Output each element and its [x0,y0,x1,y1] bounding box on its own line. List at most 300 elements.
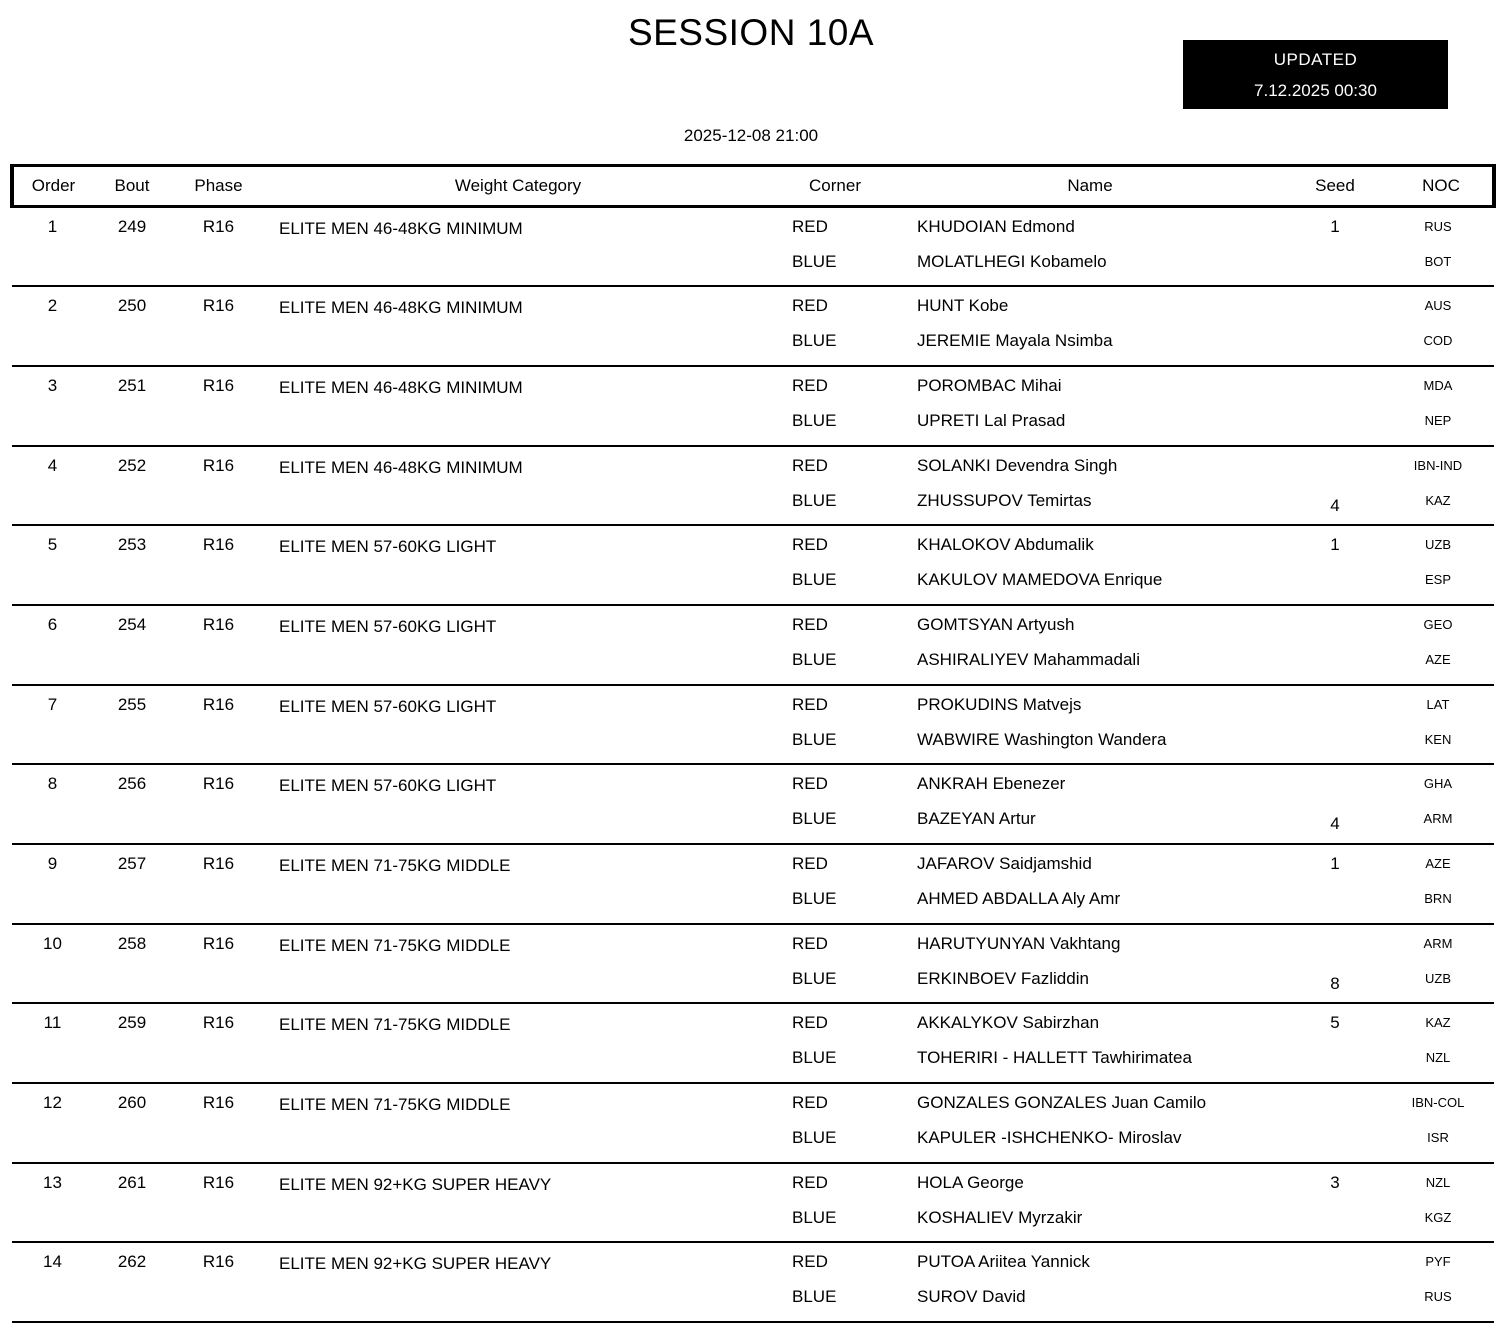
order-cell [12,525,93,605]
seed-cell [1280,366,1390,446]
corner-red-label: RED [792,694,828,714]
order-value: 11 [43,1013,62,1033]
bout-cell [93,924,171,1004]
name-cell [900,605,1280,685]
noc-cell [1390,924,1494,1004]
schedule-body [12,207,1494,1323]
bout-row [12,924,1494,1004]
weight-category-value: ELITE MEN 71-75KG MIDDLE [279,935,511,955]
phase-cell [171,1163,266,1243]
order-value: 10 [43,933,62,953]
bout-cell [93,1083,171,1163]
blue-noc: UZB [1425,970,1451,986]
corner-cell [770,1003,900,1083]
bout-row [12,525,1494,605]
bout-number: 261 [117,1172,147,1192]
phase-cell [171,764,266,844]
weight-category-cell [266,685,770,765]
session-datetime: 2025-12-08 21:00 [683,126,819,145]
red-boxer-name: ANKRAH Ebenezer [917,774,1066,794]
corner-red-label: RED [792,1093,828,1113]
blue-seed [1280,252,1390,272]
blue-seed [1280,889,1390,909]
red-boxer-name: KHALOKOV Abdumalik [917,535,1094,555]
bout-cell [93,207,171,287]
seed-cell [1280,446,1390,526]
order-value: 6 [47,614,58,634]
noc-cell [1390,207,1494,287]
corner-blue-label: BLUE [792,490,837,510]
blue-seed [1280,1048,1390,1068]
phase-value: R16 [202,217,235,236]
blue-boxer-name: ASHIRALIYEV Mahammadali [917,649,1140,669]
order-cell [12,366,93,446]
blue-seed [1280,1287,1390,1307]
corner-blue-label: BLUE [792,889,837,908]
order-value: 4 [47,455,58,475]
phase-value: R16 [202,375,235,395]
noc-cell [1390,605,1494,685]
red-noc: GEO [1423,616,1453,632]
phase-cell [171,207,266,287]
column-header-corner: Corner [770,166,900,207]
column-header-phase: Phase [171,166,266,207]
bout-cell [93,685,171,765]
blue-noc: RUS [1424,1289,1452,1305]
red-seed: 3 [1330,1172,1340,1192]
blue-boxer-name: KAKULOV MAMEDOVA Enrique [917,570,1163,590]
blue-noc: KEN [1424,731,1452,747]
bout-number: 258 [117,933,147,953]
corner-blue-label: BLUE [792,1207,837,1227]
red-noc: LAT [1426,696,1450,712]
bout-row [12,286,1494,366]
updated-label: UPDATED [1273,50,1358,69]
column-header-bout: Bout [93,166,171,207]
phase-value: R16 [202,1093,235,1113]
blue-noc: AZE [1425,651,1451,667]
phase-cell [171,1242,266,1322]
corner-red-label: RED [792,933,828,953]
phase-cell [171,844,266,924]
corner-blue-label: BLUE [792,331,837,351]
red-boxer-name: KHUDOIAN Edmond [917,217,1075,236]
name-cell [900,1083,1280,1163]
red-noc: RUS [1424,219,1452,234]
noc-cell [1390,366,1494,446]
bout-cell [93,1242,171,1322]
bout-number: 249 [117,217,147,236]
red-boxer-name: POROMBAC Mihai [917,375,1062,395]
red-noc: PYF [1425,1254,1451,1270]
red-boxer-name: GONZALES GONZALES Juan Camilo [917,1093,1207,1113]
bout-number: 250 [117,296,147,316]
blue-boxer-name: TOHERIRI - HALLETT Tawhirimatea [917,1048,1192,1068]
red-seed: 5 [1330,1013,1340,1033]
name-cell [900,366,1280,446]
weight-category-cell [266,844,770,924]
weight-category-cell [266,366,770,446]
weight-category-cell [266,605,770,685]
bout-cell [93,844,171,924]
red-boxer-name: JAFAROV Saidjamshid [917,854,1092,873]
weight-category-value: ELITE MEN 46-48KG MINIMUM [279,219,523,238]
order-value: 1 [47,217,58,236]
blue-seed [1280,1208,1390,1228]
corner-red-label: RED [792,1172,828,1192]
noc-cell [1390,1163,1494,1243]
bout-cell [93,1163,171,1243]
weight-category-value: ELITE MEN 46-48KG MINIMUM [279,457,523,477]
weight-category-value: ELITE MEN 92+KG SUPER HEAVY [279,1254,552,1274]
phase-value: R16 [202,296,235,316]
noc-cell [1390,286,1494,366]
updated-badge [1183,40,1448,109]
noc-cell [1390,1083,1494,1163]
red-boxer-name: AKKALYKOV Sabirzhan [917,1013,1100,1033]
red-noc: IBN-IND [1413,457,1463,473]
order-value: 13 [43,1172,62,1192]
order-cell [12,685,93,765]
name-cell [900,1163,1280,1243]
blue-noc: NZL [1425,1050,1451,1066]
weight-category-value: ELITE MEN 46-48KG MINIMUM [279,298,523,318]
red-boxer-name: PROKUDINS Matvejs [917,694,1082,714]
corner-cell [770,1083,900,1163]
red-boxer-name: GOMTSYAN Artyush [917,614,1075,634]
bout-row [12,207,1494,287]
bout-number: 255 [117,694,147,714]
seed-cell [1280,1163,1390,1243]
updated-timestamp: 7.12.2025 00:30 [1254,81,1377,100]
blue-boxer-name: JEREMIE Mayala Nsimba [917,331,1113,351]
phase-value: R16 [202,854,235,873]
weight-category-value: ELITE MEN 71-75KG MIDDLE [279,1015,511,1035]
seed-cell [1280,1003,1390,1083]
seed-cell [1280,685,1390,765]
corner-cell [770,924,900,1004]
name-cell [900,207,1280,287]
weight-category-value: ELITE MEN 92+KG SUPER HEAVY [279,1174,552,1194]
bout-row [12,1083,1494,1163]
column-header-noc: NOC [1390,166,1494,207]
seed-cell [1280,525,1390,605]
red-boxer-name: HARUTYUNYAN Vakhtang [917,933,1121,953]
weight-category-value: ELITE MEN 57-60KG LIGHT [279,776,497,796]
blue-noc: BOT [1424,254,1452,269]
corner-blue-label: BLUE [792,649,837,669]
red-noc: GHA [1423,776,1453,792]
red-seed [1280,1093,1390,1113]
bout-row [12,764,1494,844]
order-value: 7 [47,694,58,714]
blue-seed [1280,730,1390,750]
phase-cell [171,685,266,765]
blue-seed [1280,411,1390,431]
blue-boxer-name: ERKINBOEV Fazliddin [917,968,1089,988]
schedule-table [10,164,1496,1323]
order-cell [12,1163,93,1243]
order-value: 3 [47,375,58,395]
corner-blue-label: BLUE [792,729,837,749]
red-seed [1280,774,1390,794]
seed-cell [1280,844,1390,924]
noc-cell [1390,685,1494,765]
noc-cell [1390,446,1494,526]
corner-red-label: RED [792,375,828,395]
weight-category-cell [266,764,770,844]
phase-value: R16 [202,1013,235,1033]
red-seed [1280,934,1390,954]
order-cell [12,1083,93,1163]
weight-category-value: ELITE MEN 57-60KG LIGHT [279,537,497,557]
name-cell [900,764,1280,844]
corner-red-label: RED [792,774,828,794]
corner-blue-label: BLUE [792,1048,837,1068]
order-value: 5 [47,535,58,555]
red-boxer-name: HOLA George [917,1172,1024,1192]
order-value: 2 [47,296,58,316]
order-value: 8 [47,774,58,794]
phase-cell [171,924,266,1004]
phase-value: R16 [202,694,235,714]
bout-number: 259 [117,1013,147,1033]
blue-noc: ARM [1423,811,1453,827]
noc-cell [1390,1003,1494,1083]
blue-boxer-name: MOLATLHEGI Kobamelo [917,252,1107,271]
order-value: 12 [43,1093,62,1113]
weight-category-cell [266,446,770,526]
order-cell [12,446,93,526]
red-seed [1280,376,1390,396]
blue-seed [1280,331,1390,351]
blue-boxer-name: BAZEYAN Artur [917,809,1036,829]
corner-red-label: RED [792,535,828,555]
name-cell [900,525,1280,605]
corner-cell [770,1163,900,1243]
red-noc: AZE [1425,856,1451,871]
phase-value: R16 [202,933,235,953]
corner-cell [770,446,900,526]
red-seed [1280,615,1390,635]
bout-cell [93,286,171,366]
weight-category-cell [266,924,770,1004]
bout-number: 254 [117,614,147,634]
name-cell [900,1003,1280,1083]
red-noc: UZB [1425,537,1451,553]
blue-seed [1280,650,1390,670]
blue-noc: KAZ [1425,492,1451,508]
phase-value: R16 [202,1172,235,1192]
red-noc: MDA [1423,377,1453,393]
blue-seed: 8 [1330,973,1340,993]
blue-seed: 4 [1330,814,1340,834]
bout-row [12,1003,1494,1083]
blue-boxer-name: KOSHALIEV Myrzakir [917,1207,1083,1227]
blue-boxer-name: KAPULER -ISHCHENKO- Miroslav [917,1128,1182,1148]
order-cell [12,844,93,924]
red-noc: ARM [1423,935,1453,951]
name-cell [900,685,1280,765]
order-cell [12,605,93,685]
blue-seed [1280,1128,1390,1148]
blue-noc: ESP [1424,572,1451,588]
phase-value: R16 [202,455,235,475]
noc-cell [1390,525,1494,605]
corner-red-label: RED [792,455,828,475]
table-header [12,166,1494,207]
phase-value: R16 [202,535,235,555]
phase-cell [171,446,266,526]
corner-blue-label: BLUE [792,1128,837,1148]
bout-cell [93,605,171,685]
corner-cell [770,764,900,844]
phase-cell [171,366,266,446]
bout-number: 251 [117,375,147,395]
column-header-seed: Seed [1280,166,1390,207]
corner-blue-label: BLUE [792,968,837,988]
phase-cell [171,605,266,685]
blue-boxer-name: AHMED ABDALLA Aly Amr [917,889,1121,908]
weight-category-value: ELITE MEN 57-60KG LIGHT [279,616,497,636]
name-cell [900,286,1280,366]
bout-cell [93,525,171,605]
corner-cell [770,605,900,685]
phase-cell [171,1003,266,1083]
bout-cell [93,366,171,446]
seed-cell [1280,286,1390,366]
weight-category-cell [266,286,770,366]
column-header-order: Order [12,166,93,207]
order-cell [12,764,93,844]
seed-cell [1280,1083,1390,1163]
corner-red-label: RED [792,614,828,634]
corner-red-label: RED [792,1013,828,1033]
order-cell [12,1242,93,1322]
bout-row [12,844,1494,924]
bout-row [12,1242,1494,1322]
corner-red-label: RED [792,217,828,236]
corner-blue-label: BLUE [792,1287,837,1307]
seed-cell [1280,207,1390,287]
phase-cell [171,1083,266,1163]
red-seed [1280,456,1390,476]
name-cell [900,1242,1280,1322]
order-cell [12,286,93,366]
noc-cell [1390,844,1494,924]
blue-noc: BRN [1424,891,1452,906]
blue-noc: COD [1423,333,1453,349]
weight-category-cell [266,1163,770,1243]
blue-boxer-name: UPRETI Lal Prasad [917,410,1066,430]
red-noc: IBN-COL [1411,1095,1465,1111]
bout-cell [93,446,171,526]
bout-row [12,685,1494,765]
bout-number: 260 [117,1093,147,1113]
bout-number: 262 [117,1252,147,1272]
column-header-weight-category: Weight Category [266,166,770,207]
weight-category-value: ELITE MEN 57-60KG LIGHT [279,696,497,716]
bout-number: 253 [117,535,147,555]
corner-blue-label: BLUE [792,410,837,430]
corner-blue-label: BLUE [792,570,837,590]
corner-cell [770,207,900,287]
red-seed [1280,296,1390,316]
weight-category-value: ELITE MEN 71-75KG MIDDLE [279,856,511,875]
weight-category-value: ELITE MEN 46-48KG MINIMUM [279,377,523,397]
corner-red-label: RED [792,1252,828,1272]
bout-row [12,605,1494,685]
phase-cell [171,286,266,366]
bout-row [12,1163,1494,1243]
bout-number: 257 [117,854,147,873]
seed-cell [1280,924,1390,1004]
noc-cell [1390,1242,1494,1322]
corner-cell [770,1242,900,1322]
order-cell [12,1003,93,1083]
bout-row [12,366,1494,446]
corner-cell [770,366,900,446]
name-cell [900,924,1280,1004]
corner-cell [770,525,900,605]
red-noc: KAZ [1425,1015,1451,1031]
phase-value: R16 [202,774,235,794]
blue-boxer-name: SUROV David [917,1287,1026,1307]
noc-cell [1390,764,1494,844]
bout-cell [93,764,171,844]
blue-seed: 4 [1330,495,1340,515]
corner-blue-label: BLUE [792,809,837,829]
red-seed: 1 [1330,535,1340,555]
seed-cell [1280,605,1390,685]
weight-category-cell [266,525,770,605]
corner-cell [770,844,900,924]
order-cell [12,924,93,1004]
blue-seed [1280,570,1390,590]
name-cell [900,446,1280,526]
blue-noc: KGZ [1424,1209,1452,1225]
order-value: 14 [43,1252,62,1272]
weight-category-value: ELITE MEN 71-75KG MIDDLE [279,1095,511,1115]
blue-noc: NEP [1424,412,1452,428]
weight-category-cell [266,1083,770,1163]
weight-category-cell [266,1242,770,1322]
blue-boxer-name: ZHUSSUPOV Temirtas [917,490,1092,510]
corner-red-label: RED [792,854,828,873]
red-noc: AUS [1424,298,1452,314]
seed-cell [1280,1242,1390,1322]
red-boxer-name: PUTOA Ariitea Yannick [917,1252,1090,1272]
bout-row [12,446,1494,526]
red-seed [1280,1252,1390,1272]
order-cell [12,207,93,287]
corner-blue-label: BLUE [792,252,837,271]
weight-category-cell [266,1003,770,1083]
corner-cell [770,685,900,765]
blue-noc: ISR [1427,1130,1449,1146]
order-value: 9 [47,854,58,873]
phase-value: R16 [202,614,235,634]
corner-red-label: RED [792,296,828,316]
name-cell [900,844,1280,924]
red-boxer-name: SOLANKI Devendra Singh [917,455,1118,475]
blue-boxer-name: WABWIRE Washington Wandera [917,729,1167,749]
red-seed: 1 [1330,854,1340,873]
column-header-name: Name [900,166,1280,207]
bout-number: 252 [117,455,147,475]
seed-cell [1280,764,1390,844]
bout-cell [93,1003,171,1083]
